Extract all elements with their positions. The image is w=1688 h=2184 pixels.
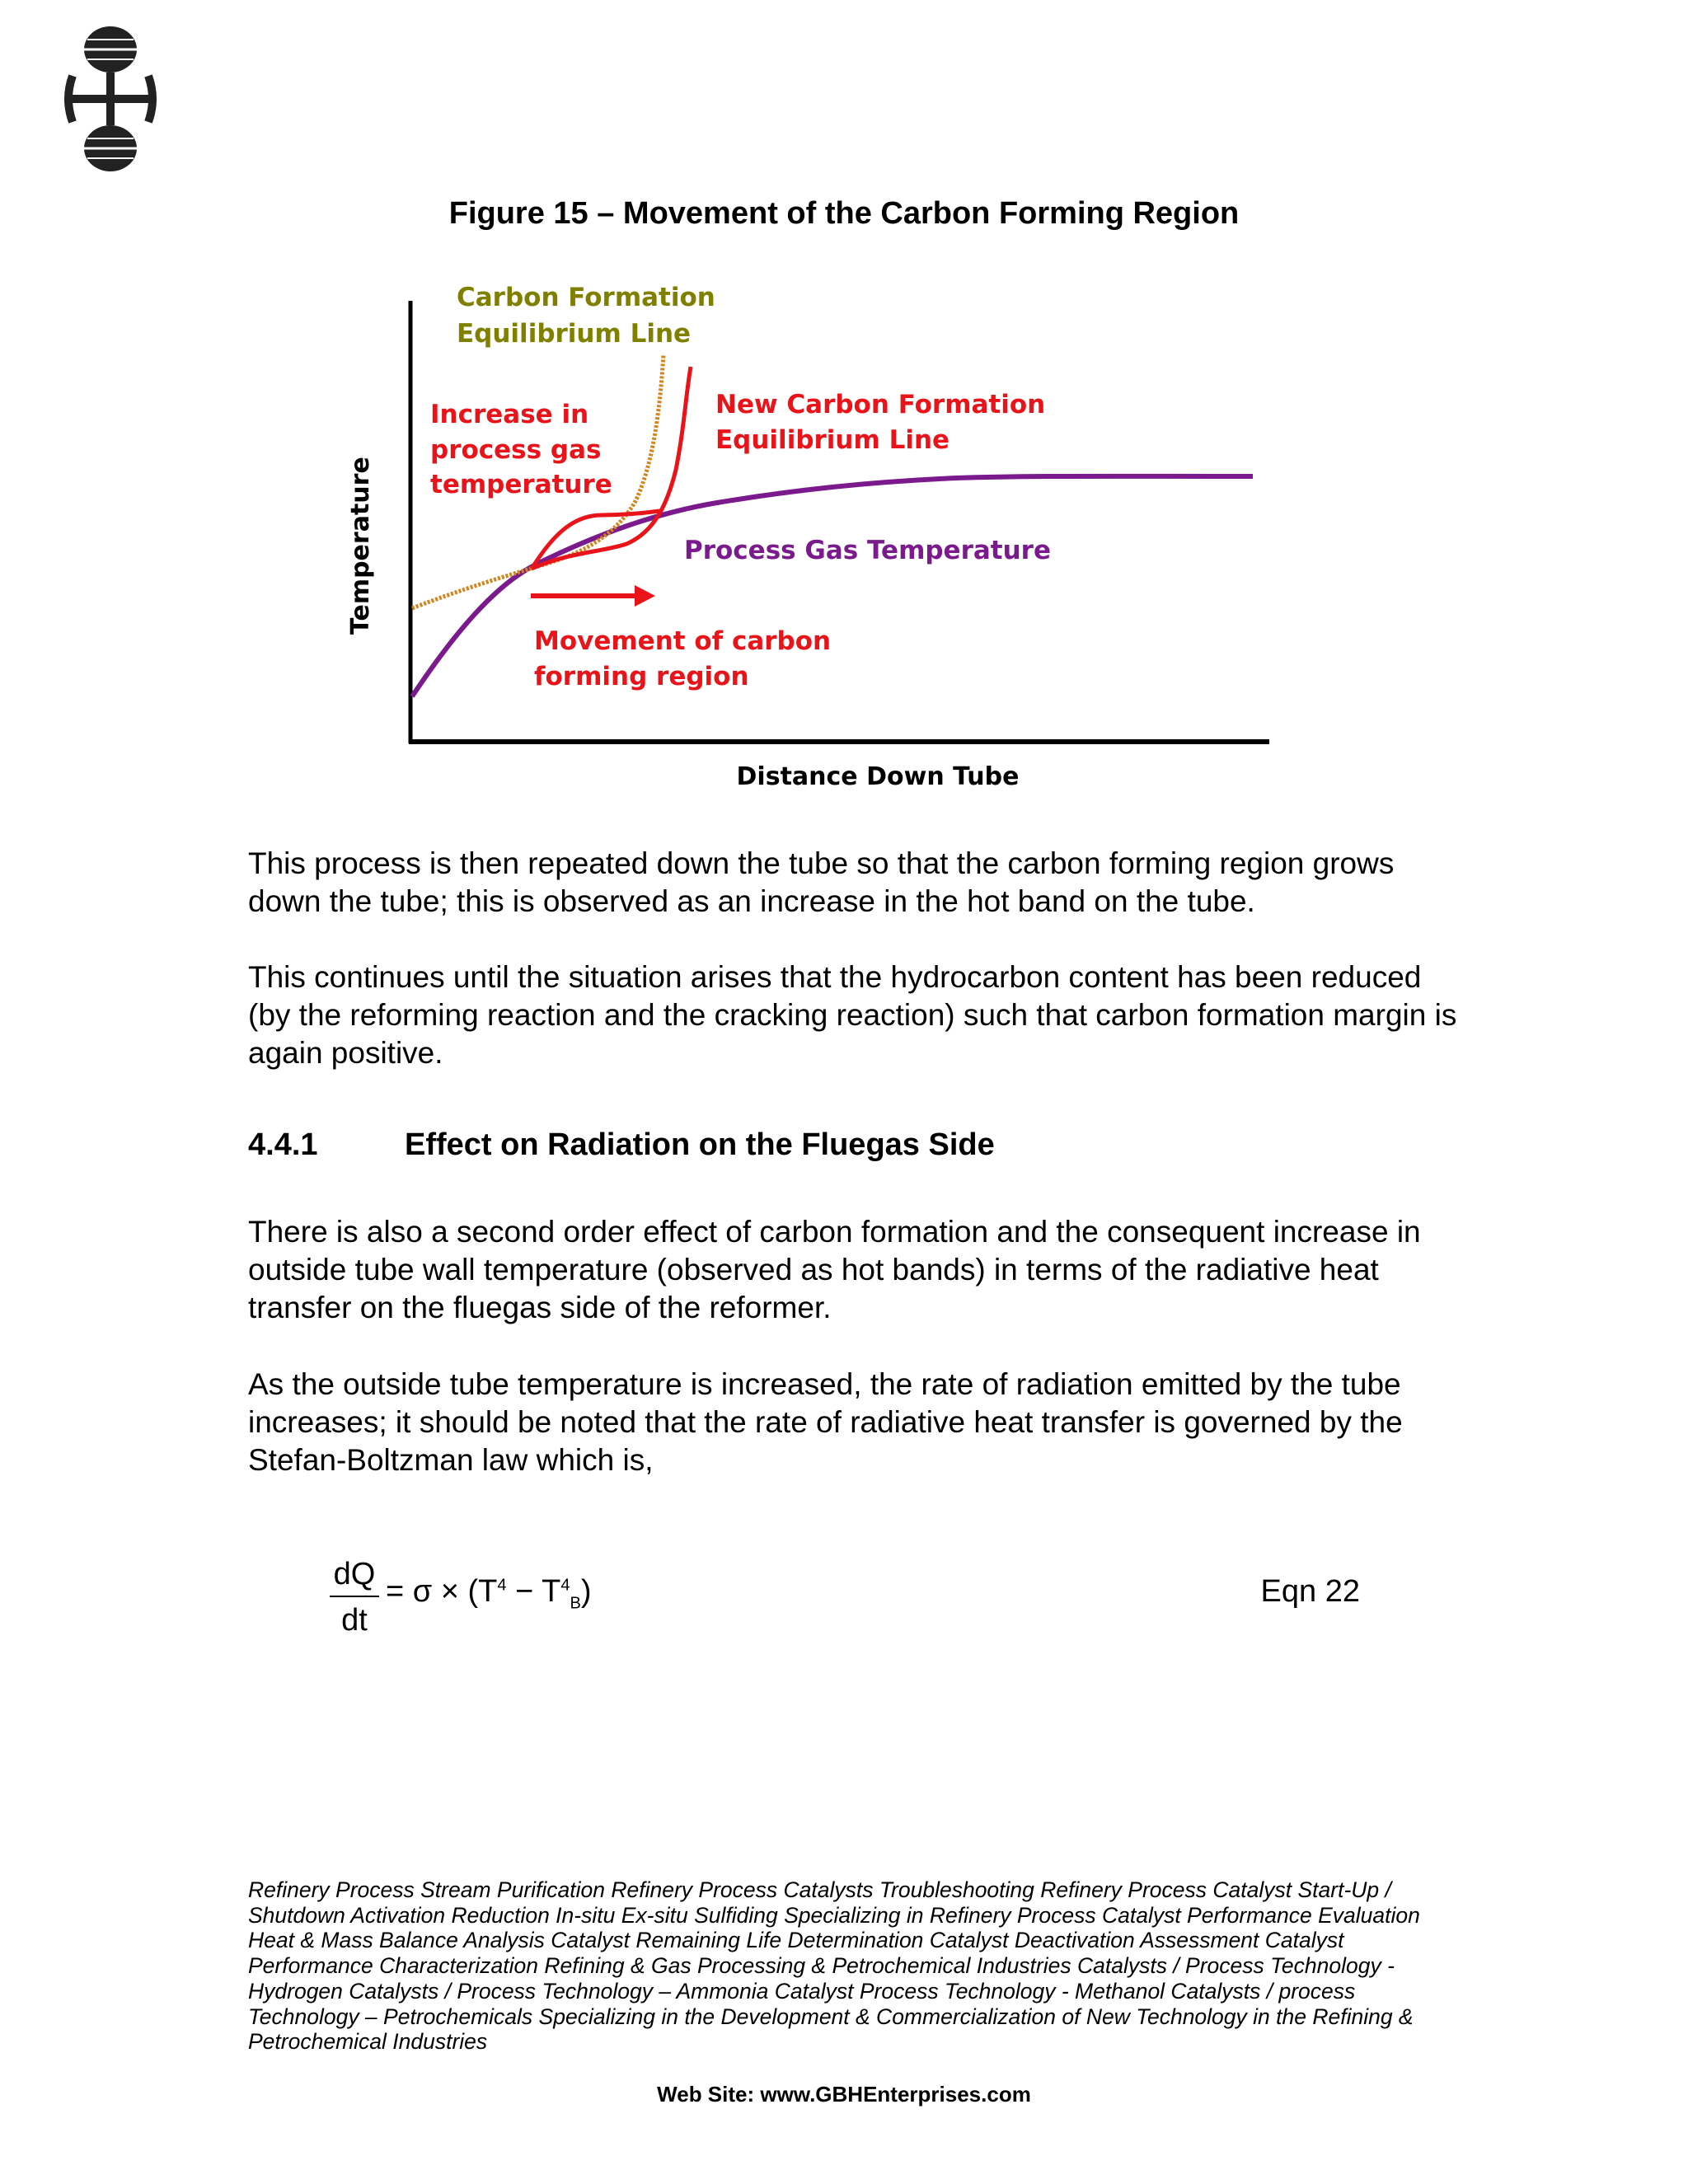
- movement-label-line1: Movement of carbon: [534, 626, 832, 656]
- footer-website: Web Site: www.GBHEnterprises.com: [657, 2082, 1031, 2107]
- section-heading: [248, 1127, 995, 1163]
- carbon-forming-diagram: [330, 280, 1286, 808]
- new-line-label-line2: Equilibrium Line: [715, 425, 950, 455]
- movement-arrow-head: [635, 585, 655, 607]
- equation-rhs-start: = σ × (T: [386, 1574, 498, 1609]
- company-logo: [61, 25, 160, 173]
- y-axis-label: Temperature: [346, 457, 375, 635]
- equation-close: ): [580, 1574, 592, 1609]
- section-number: 4.4.1: [248, 1127, 318, 1162]
- increase-label-line3: temperature: [430, 470, 612, 499]
- section-title: Effect on Radiation on the Fluegas Side: [405, 1127, 995, 1162]
- equation-numerator: dQ: [333, 1557, 376, 1591]
- process-gas-label: Process Gas Temperature: [684, 536, 1051, 565]
- increase-label-line2: process gas: [430, 435, 602, 465]
- carbon-line-label-line2: Equilibrium Line: [457, 319, 692, 349]
- fraction-bar: [330, 1596, 379, 1597]
- equation-subscript-b: B: [570, 1594, 581, 1613]
- paragraph-1: This process is then repeated down the tube so that the carbon forming region grows down the tube; this is observed as an increase in the hot band on the tube.: [248, 846, 1395, 918]
- movement-label-line2: forming region: [534, 662, 749, 691]
- increase-label-line1: Increase in: [430, 400, 589, 429]
- footer-text: Refinery Process Stream Purification Refinery Process Catalysts Troubleshooting Refinery Process Catalyst Start-Up / Shutdown Activation Reduction In-situ Ex-situ Sulfiding Specializing in Refinery Process Catalyst Performance Evaluation Heat & Mass Balance Analysis Catalyst Remaining Life Determination Catalyst Deactivation Assessment Catalyst Performance Characterization Refining & Gas Processing & Petrochemical Industries Catalysts / Process Technology - Hydrogen Catalysts / Process Technology – Ammonia Catalyst Process Technology - Methanol Catalysts / process Technology – Petrochemicals Specializing in the Development & Commercialization of New Technology in the Refining & Petrochemical Industries: [248, 1877, 1420, 2055]
- carbon-line-label-line1: Carbon Formation: [457, 283, 715, 312]
- equation-minus-t: − T: [506, 1574, 561, 1609]
- equation-label: Eqn 22: [1260, 1574, 1360, 1609]
- equation-denominator: dt: [341, 1603, 368, 1638]
- figure-title: Figure 15 – Movement of the Carbon Forming Region: [448, 196, 1240, 231]
- paragraph-3: There is also a second order effect of carbon formation and the consequent increase in outside tube wall temperature (observed as hot bands) in terms of the radiative heat transfer on the fluegas side of the reformer.: [248, 1215, 1421, 1324]
- new-line-label-line1: New Carbon Formation: [715, 390, 1046, 419]
- paragraph-4: As the outside tube temperature is increased, the rate of radiation emitted by the tube increases; it should be noted that the rate of radiative heat transfer is governed by the Stefan-Boltzman law which is,: [248, 1367, 1403, 1477]
- equation-exponent-1: 4: [497, 1576, 507, 1595]
- paragraph-2: This continues until the situation arises that the hydrocarbon content has been reduced (by the reforming reaction and the cracking reaction) such that carbon formation margin is again positive.: [248, 960, 1457, 1070]
- equation-rhs: [386, 1574, 591, 1614]
- equation-exponent-2: 4: [560, 1576, 570, 1595]
- equation-fraction: [330, 1556, 379, 1638]
- x-axis-label: Distance Down Tube: [736, 762, 1020, 791]
- equation: [330, 1556, 1360, 1647]
